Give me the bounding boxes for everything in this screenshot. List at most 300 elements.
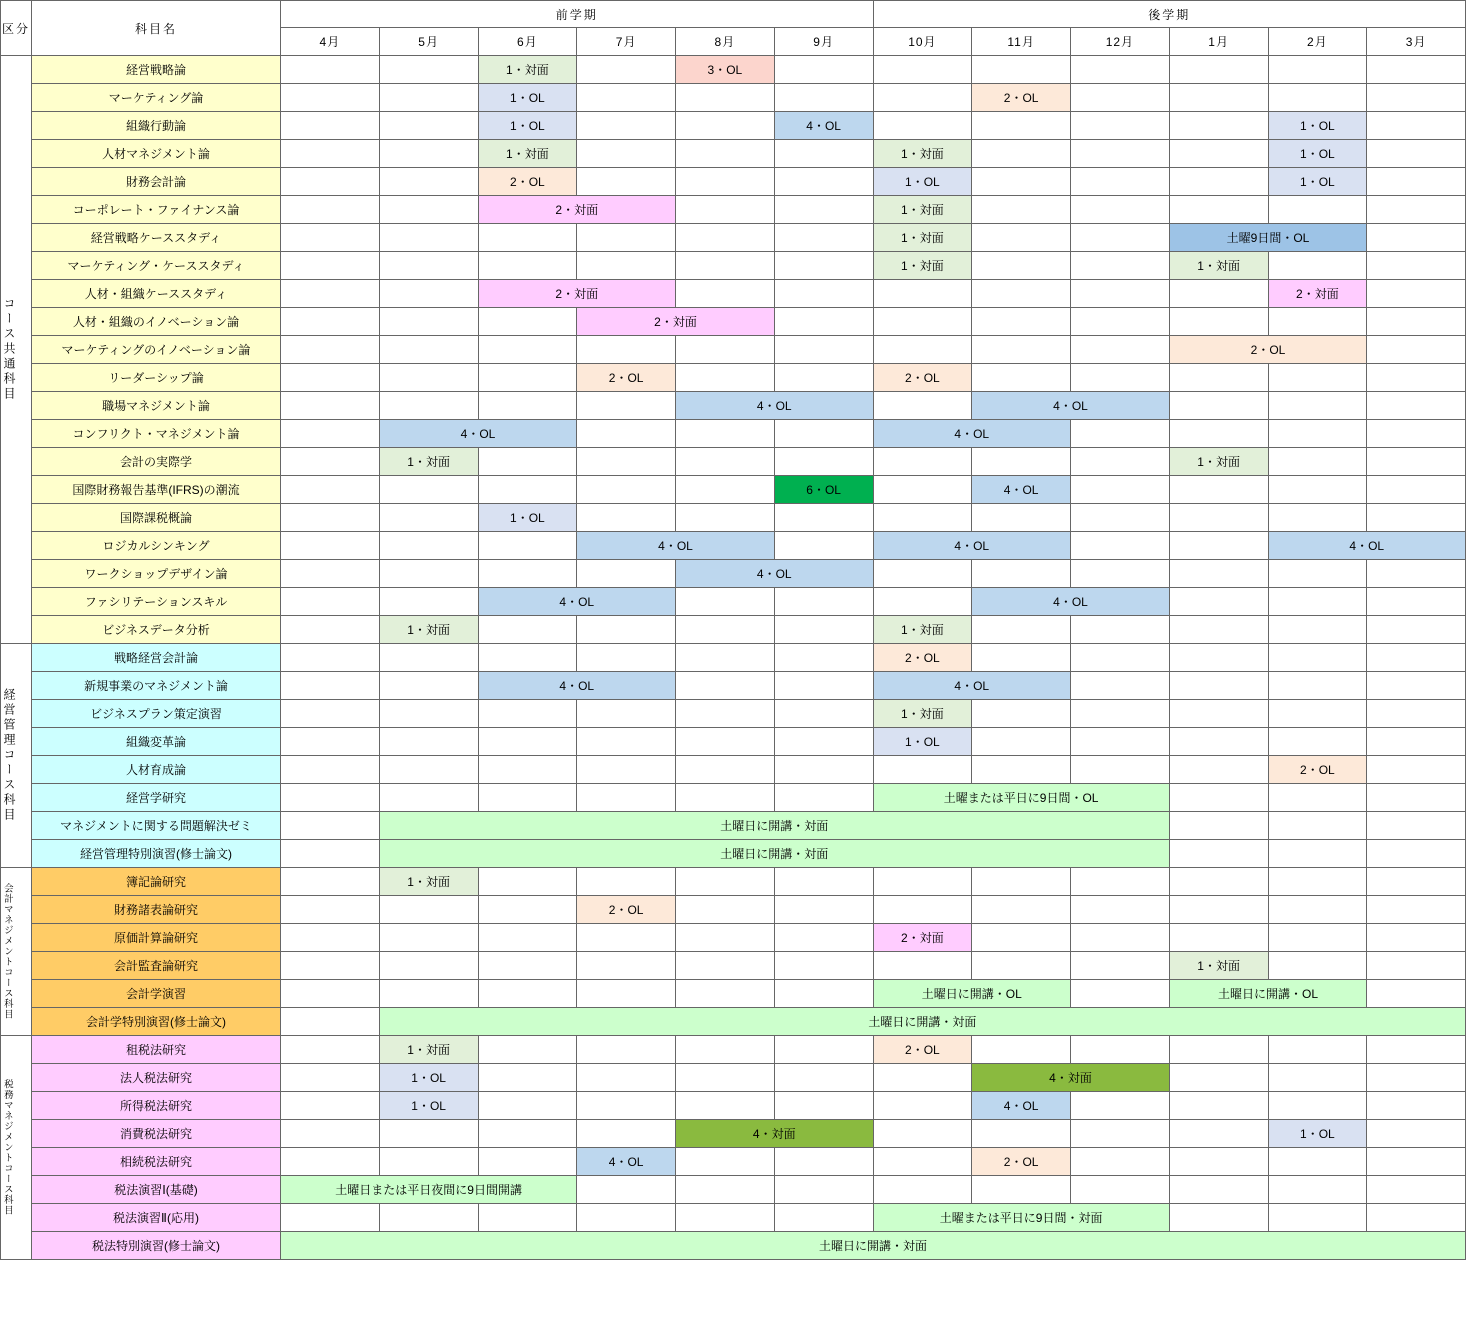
schedule-empty-cell <box>281 1204 380 1232</box>
table-row <box>1 840 1466 868</box>
schedule-empty-cell <box>1169 112 1268 140</box>
schedule-empty-cell <box>1367 1204 1466 1232</box>
schedule-bar: 4・対面 <box>972 1064 1170 1092</box>
schedule-empty-cell <box>379 308 478 336</box>
schedule-empty-cell <box>478 700 577 728</box>
header-month: 7月 <box>577 28 676 56</box>
schedule-empty-cell <box>1268 476 1367 504</box>
schedule-empty-cell <box>676 1148 775 1176</box>
schedule-empty-cell <box>774 868 873 896</box>
subject-name-cell: マーケティング論 <box>32 84 281 112</box>
schedule-empty-cell <box>1268 420 1367 448</box>
schedule-empty-cell <box>379 392 478 420</box>
schedule-empty-cell <box>873 112 972 140</box>
schedule-empty-cell <box>379 672 478 700</box>
schedule-empty-cell <box>478 1204 577 1232</box>
subject-name-cell: 会計学特別演習(修士論文) <box>32 1008 281 1036</box>
schedule-empty-cell <box>577 1036 676 1064</box>
schedule-empty-cell <box>1169 728 1268 756</box>
schedule-empty-cell <box>577 336 676 364</box>
schedule-empty-cell <box>379 700 478 728</box>
header-term-second: 後学期 <box>873 1 1466 28</box>
schedule-bar: 土曜日に開講・対面 <box>379 812 1169 840</box>
schedule-empty-cell <box>1268 1036 1367 1064</box>
schedule-empty-cell <box>577 224 676 252</box>
subject-name-cell: 新規事業のマネジメント論 <box>32 672 281 700</box>
schedule-empty-cell <box>281 196 380 224</box>
table-row <box>1 196 1466 224</box>
schedule-empty-cell <box>1169 616 1268 644</box>
schedule-empty-cell <box>1071 196 1170 224</box>
schedule-empty-cell <box>774 420 873 448</box>
schedule-empty-cell <box>1071 560 1170 588</box>
schedule-empty-cell <box>379 476 478 504</box>
schedule-empty-cell <box>972 56 1071 84</box>
schedule-empty-cell <box>1169 1120 1268 1148</box>
schedule-empty-cell <box>972 700 1071 728</box>
schedule-bar: 2・対面 <box>577 308 775 336</box>
table-row <box>1 644 1466 672</box>
category-label: 経営管理コース科目 <box>2 688 16 823</box>
schedule-empty-cell <box>1169 308 1268 336</box>
schedule-empty-cell <box>379 504 478 532</box>
schedule-empty-cell <box>281 1120 380 1148</box>
schedule-empty-cell <box>1169 140 1268 168</box>
schedule-empty-cell <box>379 364 478 392</box>
schedule-empty-cell <box>972 756 1071 784</box>
schedule-empty-cell <box>379 952 478 980</box>
schedule-empty-cell <box>1071 476 1170 504</box>
subject-name-cell: 国際財務報告基準(IFRS)の潮流 <box>32 476 281 504</box>
schedule-bar: 2・対面 <box>1268 280 1367 308</box>
schedule-empty-cell <box>478 784 577 812</box>
table-row <box>1 1232 1466 1260</box>
schedule-bar: 2・対面 <box>873 924 972 952</box>
table-row <box>1 420 1466 448</box>
schedule-bar: 土曜日に開講・対面 <box>281 1232 1466 1260</box>
schedule-empty-cell <box>873 868 972 896</box>
schedule-bar: 4・OL <box>478 672 676 700</box>
schedule-empty-cell <box>577 700 676 728</box>
schedule-empty-cell <box>774 588 873 616</box>
schedule-empty-cell <box>1367 476 1466 504</box>
schedule-empty-cell <box>1169 504 1268 532</box>
schedule-empty-cell <box>577 1120 676 1148</box>
table-row <box>1 868 1466 896</box>
schedule-empty-cell <box>972 1176 1071 1204</box>
schedule-empty-cell <box>478 924 577 952</box>
schedule-bar: 4・OL <box>873 420 1071 448</box>
schedule-empty-cell <box>478 868 577 896</box>
schedule-empty-cell <box>577 952 676 980</box>
schedule-bar: 1・対面 <box>379 1036 478 1064</box>
schedule-empty-cell <box>774 168 873 196</box>
subject-name-cell: コーポレート・ファイナンス論 <box>32 196 281 224</box>
schedule-empty-cell <box>1268 700 1367 728</box>
schedule-empty-cell <box>1169 560 1268 588</box>
schedule-empty-cell <box>379 532 478 560</box>
schedule-empty-cell <box>972 1120 1071 1148</box>
schedule-bar: 2・OL <box>873 364 972 392</box>
subject-name-cell: 簿記論研究 <box>32 868 281 896</box>
table-row <box>1 392 1466 420</box>
schedule-empty-cell <box>873 56 972 84</box>
schedule-empty-cell <box>774 1092 873 1120</box>
schedule-empty-cell <box>478 980 577 1008</box>
header-month: 5月 <box>379 28 478 56</box>
schedule-empty-cell <box>577 784 676 812</box>
schedule-empty-cell <box>281 1148 380 1176</box>
schedule-empty-cell <box>379 1148 478 1176</box>
schedule-empty-cell <box>281 476 380 504</box>
table-row <box>1 1176 1466 1204</box>
schedule-bar: 1・対面 <box>379 448 478 476</box>
schedule-empty-cell <box>676 168 775 196</box>
schedule-empty-cell <box>873 308 972 336</box>
schedule-bar: 1・対面 <box>1169 448 1268 476</box>
header-month: 9月 <box>774 28 873 56</box>
subject-name-cell: ワークショップデザイン論 <box>32 560 281 588</box>
table-row <box>1 448 1466 476</box>
table-row <box>1 280 1466 308</box>
schedule-empty-cell <box>774 252 873 280</box>
schedule-empty-cell <box>577 140 676 168</box>
header-month: 6月 <box>478 28 577 56</box>
schedule-empty-cell <box>1268 504 1367 532</box>
schedule-empty-cell <box>1367 448 1466 476</box>
schedule-empty-cell <box>281 672 380 700</box>
schedule-empty-cell <box>972 1036 1071 1064</box>
schedule-empty-cell <box>1268 924 1367 952</box>
schedule-empty-cell <box>676 336 775 364</box>
subject-name-cell: 財務諸表論研究 <box>32 896 281 924</box>
schedule-empty-cell <box>1169 280 1268 308</box>
schedule-bar: 1・OL <box>478 84 577 112</box>
schedule-empty-cell <box>577 560 676 588</box>
schedule-empty-cell <box>1367 364 1466 392</box>
schedule-empty-cell <box>1169 56 1268 84</box>
schedule-empty-cell <box>873 952 972 980</box>
schedule-empty-cell <box>478 336 577 364</box>
schedule-empty-cell <box>873 896 972 924</box>
category-cell <box>1 644 32 868</box>
subject-name-cell: 法人税法研究 <box>32 1064 281 1092</box>
schedule-empty-cell <box>379 728 478 756</box>
schedule-empty-cell <box>1268 1204 1367 1232</box>
table-row <box>1 924 1466 952</box>
subject-name-cell: 原価計算論研究 <box>32 924 281 952</box>
schedule-empty-cell <box>1268 392 1367 420</box>
schedule-bar: 4・OL <box>873 672 1071 700</box>
schedule-empty-cell <box>478 1092 577 1120</box>
schedule-empty-cell <box>676 700 775 728</box>
schedule-empty-cell <box>281 560 380 588</box>
schedule-empty-cell <box>281 644 380 672</box>
schedule-empty-cell <box>379 196 478 224</box>
schedule-empty-cell <box>873 1092 972 1120</box>
table-row <box>1 952 1466 980</box>
header-month: 8月 <box>676 28 775 56</box>
schedule-empty-cell <box>774 56 873 84</box>
schedule-empty-cell <box>379 560 478 588</box>
schedule-empty-cell <box>577 56 676 84</box>
schedule-empty-cell <box>972 616 1071 644</box>
category-label: 会計マネジメントコース科目 <box>1 883 13 1020</box>
schedule-empty-cell <box>379 1120 478 1148</box>
schedule-empty-cell <box>1071 112 1170 140</box>
schedule-empty-cell <box>1268 812 1367 840</box>
table-row <box>1 476 1466 504</box>
schedule-empty-cell <box>1071 308 1170 336</box>
schedule-empty-cell <box>1071 280 1170 308</box>
schedule-bar: 2・OL <box>577 896 676 924</box>
table-row <box>1 896 1466 924</box>
schedule-empty-cell <box>478 476 577 504</box>
header-month: 10月 <box>873 28 972 56</box>
schedule-bar: 2・OL <box>1268 756 1367 784</box>
schedule-empty-cell <box>379 756 478 784</box>
subject-name-cell: ファシリテーションスキル <box>32 588 281 616</box>
schedule-empty-cell <box>577 84 676 112</box>
schedule-bar: 2・OL <box>1169 336 1367 364</box>
schedule-empty-cell <box>478 728 577 756</box>
schedule-empty-cell <box>972 868 1071 896</box>
schedule-empty-cell <box>1367 1064 1466 1092</box>
schedule-bar: 1・OL <box>478 112 577 140</box>
subject-name-cell: コンフリクト・マネジメント論 <box>32 420 281 448</box>
schedule-empty-cell <box>972 112 1071 140</box>
schedule-empty-cell <box>1071 252 1170 280</box>
schedule-empty-cell <box>1169 588 1268 616</box>
subject-name-cell: 戦略経営会計論 <box>32 644 281 672</box>
schedule-empty-cell <box>1071 1092 1170 1120</box>
schedule-empty-cell <box>1268 196 1367 224</box>
schedule-bar: 4・対面 <box>676 1120 874 1148</box>
schedule-bar: 4・OL <box>972 1092 1071 1120</box>
schedule-empty-cell <box>1071 1176 1170 1204</box>
header-month: 2月 <box>1268 28 1367 56</box>
schedule-empty-cell <box>577 728 676 756</box>
schedule-empty-cell <box>1169 1176 1268 1204</box>
schedule-empty-cell <box>478 1064 577 1092</box>
schedule-bar: 4・OL <box>478 588 676 616</box>
schedule-empty-cell <box>676 1064 775 1092</box>
schedule-empty-cell <box>1367 1120 1466 1148</box>
schedule-empty-cell <box>972 560 1071 588</box>
schedule-empty-cell <box>972 896 1071 924</box>
header-month: 12月 <box>1071 28 1170 56</box>
category-cell <box>1 868 32 1036</box>
schedule-empty-cell <box>1268 784 1367 812</box>
schedule-empty-cell <box>281 336 380 364</box>
schedule-empty-cell <box>774 336 873 364</box>
schedule-empty-cell <box>1367 672 1466 700</box>
schedule-empty-cell <box>281 728 380 756</box>
schedule-empty-cell <box>676 504 775 532</box>
schedule-empty-cell <box>1367 812 1466 840</box>
schedule-empty-cell <box>281 616 380 644</box>
schedule-empty-cell <box>1367 616 1466 644</box>
schedule-empty-cell <box>1367 336 1466 364</box>
schedule-empty-cell <box>972 644 1071 672</box>
schedule-bar: 土曜または平日に9日間・OL <box>873 784 1169 812</box>
schedule-empty-cell <box>676 140 775 168</box>
schedule-empty-cell <box>1071 420 1170 448</box>
subject-name-cell: ビジネスデータ分析 <box>32 616 281 644</box>
schedule-empty-cell <box>478 560 577 588</box>
schedule-empty-cell <box>478 1120 577 1148</box>
schedule-empty-cell <box>577 420 676 448</box>
schedule-empty-cell <box>676 1176 775 1204</box>
schedule-empty-cell <box>1367 644 1466 672</box>
table-row <box>1 1120 1466 1148</box>
schedule-empty-cell <box>281 952 380 980</box>
schedule-empty-cell <box>478 392 577 420</box>
schedule-empty-cell <box>676 112 775 140</box>
schedule-empty-cell <box>676 728 775 756</box>
schedule-empty-cell <box>774 980 873 1008</box>
schedule-empty-cell <box>774 1148 873 1176</box>
category-cell <box>1 1036 32 1260</box>
schedule-bar: 土曜日に開講・対面 <box>379 1008 1465 1036</box>
schedule-empty-cell <box>1169 784 1268 812</box>
schedule-empty-cell <box>379 168 478 196</box>
schedule-bar: 2・OL <box>972 1148 1071 1176</box>
schedule-empty-cell <box>281 868 380 896</box>
schedule-bar: 4・OL <box>577 532 775 560</box>
schedule-bar: 1・OL <box>379 1064 478 1092</box>
table-row <box>1 700 1466 728</box>
schedule-empty-cell <box>577 112 676 140</box>
schedule-empty-cell <box>1367 784 1466 812</box>
schedule-empty-cell <box>281 224 380 252</box>
schedule-empty-cell <box>676 420 775 448</box>
schedule-empty-cell <box>281 168 380 196</box>
schedule-empty-cell <box>1071 924 1170 952</box>
schedule-bar: 3・OL <box>676 56 775 84</box>
schedule-empty-cell <box>577 980 676 1008</box>
header-row-terms <box>1 1 1466 28</box>
schedule-empty-cell <box>478 532 577 560</box>
schedule-empty-cell <box>1367 308 1466 336</box>
schedule-empty-cell <box>281 448 380 476</box>
table-row <box>1 672 1466 700</box>
schedule-bar: 4・OL <box>379 420 577 448</box>
schedule-empty-cell <box>379 980 478 1008</box>
table-row <box>1 812 1466 840</box>
schedule-empty-cell <box>379 140 478 168</box>
schedule-bar: 4・OL <box>1268 532 1466 560</box>
schedule-empty-cell <box>1071 532 1170 560</box>
table-row <box>1 1148 1466 1176</box>
schedule-empty-cell <box>1169 672 1268 700</box>
schedule-bar: 1・OL <box>1268 140 1367 168</box>
schedule-empty-cell <box>873 1120 972 1148</box>
schedule-empty-cell <box>577 1204 676 1232</box>
schedule-empty-cell <box>873 392 972 420</box>
schedule-bar: 1・対面 <box>1169 952 1268 980</box>
schedule-bar: 2・OL <box>972 84 1071 112</box>
schedule-empty-cell <box>379 896 478 924</box>
subject-name-cell: 相続税法研究 <box>32 1148 281 1176</box>
schedule-empty-cell <box>873 1064 972 1092</box>
schedule-empty-cell <box>478 1036 577 1064</box>
schedule-empty-cell <box>281 784 380 812</box>
schedule-empty-cell <box>972 196 1071 224</box>
schedule-bar: 土曜日または平日夜間に9日間開講 <box>281 1176 577 1204</box>
schedule-empty-cell <box>1367 840 1466 868</box>
schedule-empty-cell <box>1268 728 1367 756</box>
schedule-empty-cell <box>1071 700 1170 728</box>
schedule-empty-cell <box>281 924 380 952</box>
table-row <box>1 364 1466 392</box>
schedule-bar: 4・OL <box>972 588 1170 616</box>
schedule-empty-cell <box>873 84 972 112</box>
subject-name-cell: 財務会計論 <box>32 168 281 196</box>
schedule-empty-cell <box>478 364 577 392</box>
schedule-empty-cell <box>676 784 775 812</box>
schedule-empty-cell <box>1367 1036 1466 1064</box>
schedule-empty-cell <box>1169 1204 1268 1232</box>
schedule-empty-cell <box>1071 140 1170 168</box>
schedule-empty-cell <box>1268 1064 1367 1092</box>
schedule-bar: 土曜または平日に9日間・対面 <box>873 1204 1169 1232</box>
schedule-bar: 1・OL <box>873 168 972 196</box>
schedule-empty-cell <box>577 1176 676 1204</box>
schedule-bar: 1・OL <box>478 504 577 532</box>
schedule-bar: 1・対面 <box>1169 252 1268 280</box>
schedule-empty-cell <box>478 644 577 672</box>
schedule-empty-cell <box>1071 364 1170 392</box>
table-row <box>1 1036 1466 1064</box>
schedule-empty-cell <box>577 168 676 196</box>
schedule-empty-cell <box>1367 420 1466 448</box>
schedule-empty-cell <box>676 616 775 644</box>
schedule-empty-cell <box>676 980 775 1008</box>
schedule-empty-cell <box>1268 364 1367 392</box>
schedule-empty-cell <box>774 1176 873 1204</box>
schedule-empty-cell <box>1071 448 1170 476</box>
schedule-empty-cell <box>1367 168 1466 196</box>
category-label: 税務マネジメントコース科目 <box>1 1079 13 1216</box>
table-row <box>1 112 1466 140</box>
schedule-empty-cell <box>281 392 380 420</box>
schedule-empty-cell <box>577 924 676 952</box>
schedule-empty-cell <box>774 1064 873 1092</box>
schedule-empty-cell <box>873 756 972 784</box>
schedule-empty-cell <box>1071 56 1170 84</box>
schedule-bar: 土曜日に開講・OL <box>1169 980 1367 1008</box>
subject-name-cell: 税法演習Ⅰ(基礎) <box>32 1176 281 1204</box>
subject-name-cell: 会計監査論研究 <box>32 952 281 980</box>
schedule-empty-cell <box>577 1092 676 1120</box>
schedule-empty-cell <box>774 1204 873 1232</box>
schedule-empty-cell <box>379 224 478 252</box>
schedule-empty-cell <box>1367 980 1466 1008</box>
schedule-empty-cell <box>774 364 873 392</box>
schedule-empty-cell <box>281 896 380 924</box>
schedule-empty-cell <box>1268 896 1367 924</box>
schedule-empty-cell <box>1367 84 1466 112</box>
schedule-empty-cell <box>1169 924 1268 952</box>
schedule-empty-cell <box>577 1064 676 1092</box>
schedule-empty-cell <box>478 756 577 784</box>
schedule-empty-cell <box>774 952 873 980</box>
schedule-empty-cell <box>379 784 478 812</box>
schedule-empty-cell <box>676 364 775 392</box>
schedule-empty-cell <box>1169 840 1268 868</box>
subject-name-cell: 職場マネジメント論 <box>32 392 281 420</box>
